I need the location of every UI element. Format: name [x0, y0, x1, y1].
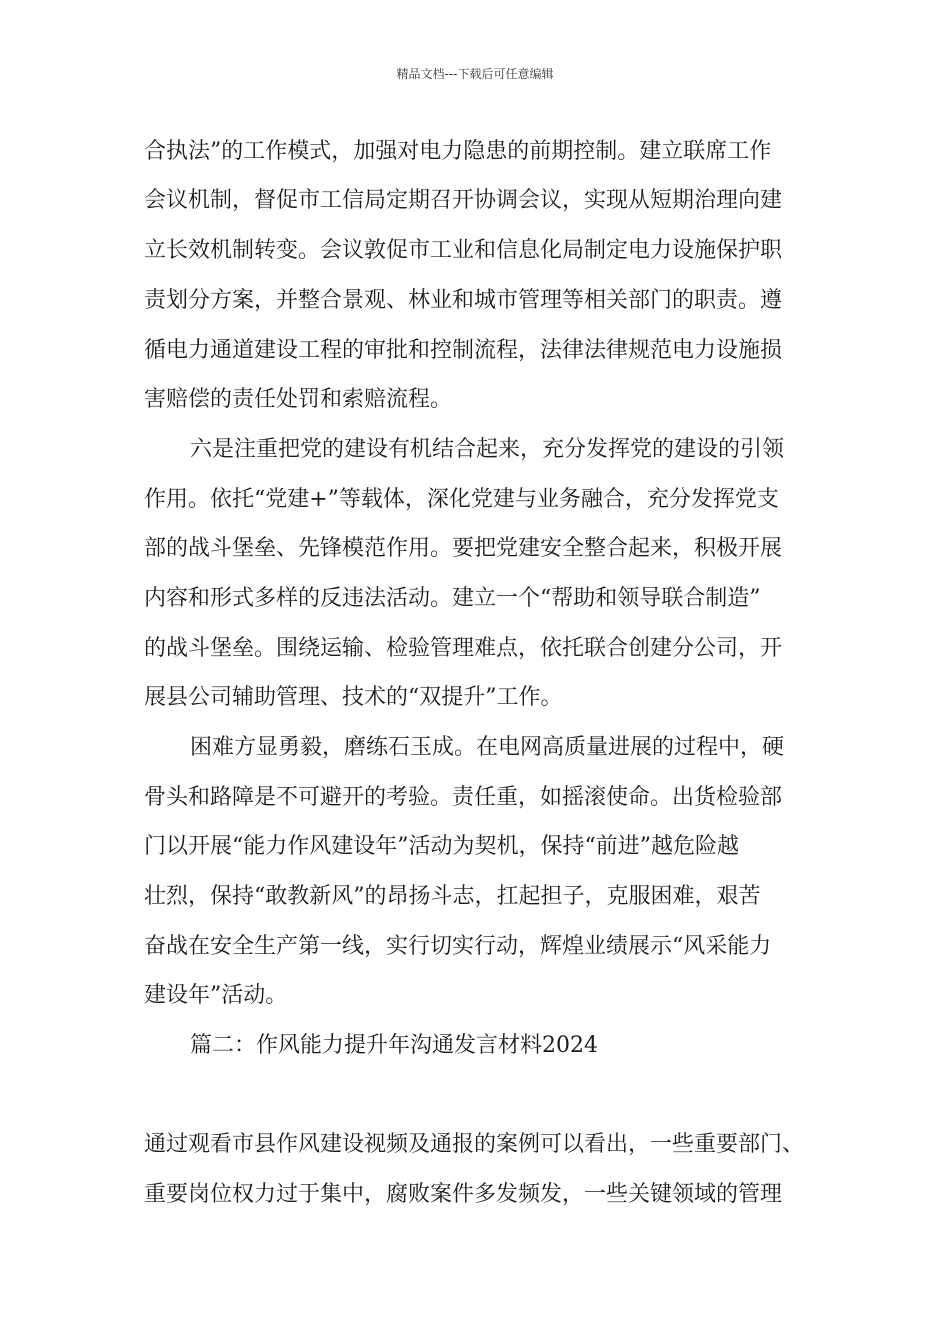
text-line: 壮烈，保持“敢教新风”的昂扬斗志，扛起担子，克服困难，艰苦 — [144, 884, 761, 909]
text-line: 内容和形式多样的反违法活动。建立一个“帮助和领导联合制造” — [144, 586, 761, 611]
text-line: 循电力通道建设工程的审批和控制流程，法律法律规范电力设施损 — [144, 338, 783, 363]
text-line: 立长效机制转变。会议敦促市工业和信息化局制定电力设施保护职 — [144, 238, 783, 263]
text-line: 会议机制，督促市工信局定期召开协调会议，实现从短期治理向建 — [144, 188, 783, 213]
page-header: 精品文档---下载后可任意编辑 — [396, 67, 554, 81]
paragraph-start-line: 困难方显勇毅，磨练石玉成。在电网高质量进展的过程中，硬 — [190, 735, 785, 760]
text-line: 责划分方案，并整合景观、林业和城市管理等相关部门的职责。遵 — [144, 288, 783, 313]
section-heading: 篇二：作风能力提升年沟通发言材料2024 — [190, 1033, 598, 1058]
text-line: 重要岗位权力过于集中，腐败案件多发频发，一些关键领域的管理 — [144, 1182, 783, 1207]
text-line: 奋战在安全生产第一线，实行切实行动，辉煌业绩展示“风采能力 — [144, 934, 772, 959]
text-line: 门以开展“能力作风建设年”活动为契机，保持“前进”越危险越 — [144, 834, 739, 859]
paragraph-start-line: 六是注重把党的建设有机结合起来，充分发挥党的建设的引领 — [190, 437, 785, 462]
text-line: 骨头和路障是不可避开的考验。责任重，如摇滚使命。出货检验部 — [144, 785, 783, 810]
text-line: 建设年”活动。 — [144, 983, 288, 1008]
text-line: 合执法”的工作模式，加强对电力隐患的前期控制。建立联席工作 — [144, 139, 772, 164]
text-line: 通过观看市县作风建设视频及通报的案例可以看出，一些重要部门、 — [144, 1132, 805, 1157]
text-line: 作用。依托“党建+”等载体，深化党建与业务融合，充分发挥党支 — [144, 487, 779, 512]
text-line: 部的战斗堡垒、先锋模范作用。要把党建安全整合起来，积极开展 — [144, 536, 783, 561]
text-line: 的战斗堡垒。围绕运输、检验管理难点，依托联合创建分公司，开 — [144, 636, 783, 661]
text-line: 展县公司辅助管理、技术的“双提升”工作。 — [144, 685, 563, 710]
text-line: 害赔偿的责任处罚和索赔流程。 — [144, 387, 453, 412]
